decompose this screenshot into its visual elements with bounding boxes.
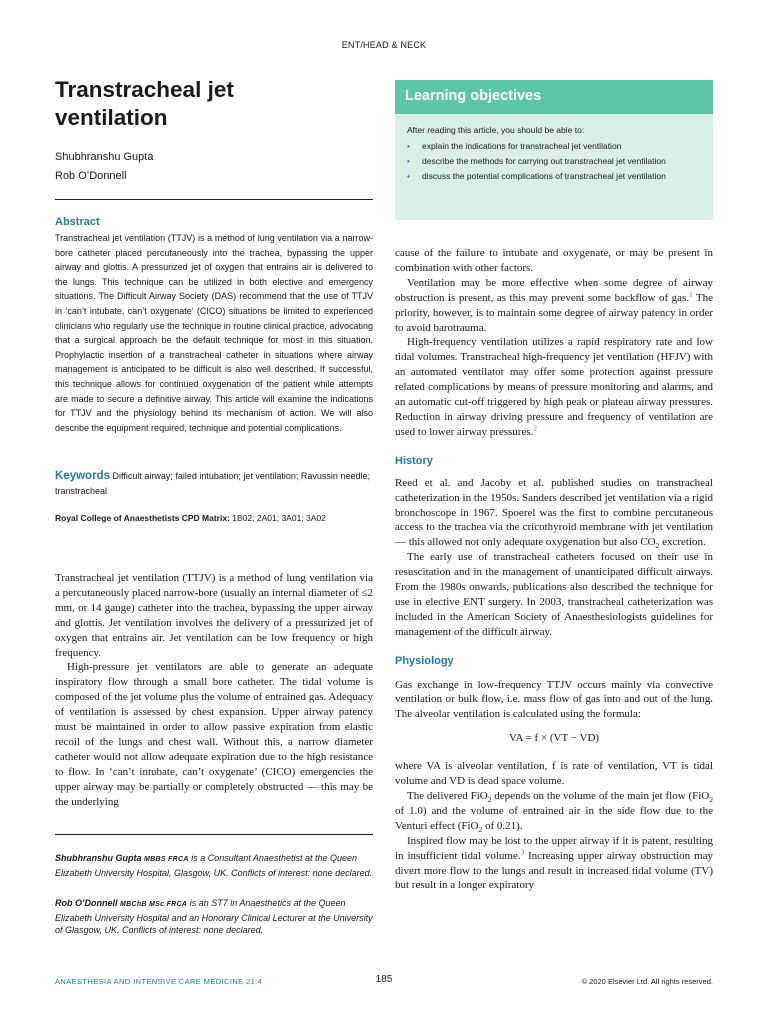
bullet-icon: •: [407, 171, 410, 181]
cpd-label: Royal College of Anaesthetists CPD Matrix:: [55, 513, 230, 523]
text-run: depends on the volume of the main jet flow (FiO: [491, 790, 710, 802]
abstract-heading: Abstract: [55, 216, 100, 228]
reference-link[interactable]: 2: [533, 424, 537, 433]
text-run: Reed et al. and Jacoby et al. published studies on transtracheal catheterization in the 1950s. Sanders described jet ventilation via a rigid bronchoscope in 1967. Spoerel was the first to combine percutaneous access to the trachea via the cricothyroid membrane with jet ventilation — this allowed not only adequate oxygenation but also CO: [395, 476, 713, 549]
body-paragraph: [55, 572, 373, 659]
list-item-text: explain the indications for transtracheal jet ventilation: [422, 141, 622, 151]
reference-link[interactable]: 3: [520, 847, 525, 856]
subscript: 2: [709, 795, 713, 805]
cpd-matrix: [55, 513, 373, 523]
text-run: of 0.21).: [482, 819, 523, 832]
body-paragraph: [395, 834, 713, 894]
cpd-codes: 1B02; 2A01; 3A01; 3A02: [232, 513, 326, 523]
body-paragraph: Gas exchange in low-frequency TTJV occurs mainly via convective ventilation or bulk flow, i.e. mass flow of gas into and out of the lung. The alveolar ventilation is calculated using the formula:: [395, 678, 713, 721]
abstract-text: Transtracheal jet ventilation (TTJV) is a method of lung ventilation via a narrow-bore catheter placed percutaneously into the trachea, bypassing the upper airway and glottis. A pressurized jet of oxygen that entrains air is delivered to the lungs. This technique can be utilized in both elective and emergency situations. The Difficult Airway Society (DAS) recommend that the use of TTJV in ‘can’t intubate, can’t oxygenate’ (CICO) situations be limited to experienced clinicians who regularly use the technique in routine clinical practice, advocating that a surgical approach be the default technique for most in this situation. Prophylactic insertion of a transtracheal catheter in situations where airway management is anticipated to be difficult is also well described. If successful, this technique allows for continued oxygenation of the patient while attempts are made to secure a definitive airway. This article will examine the indications for TTJV and the physiology behind its mechanism of action. We will also describe the equipment required, technique and potential complications.: [55, 233, 373, 433]
footer-copyright: © 2020 Elsevier Ltd. All rights reserved.: [581, 977, 713, 986]
bullet-icon: •: [407, 156, 410, 166]
formula: VA = f × (VT − VD): [508, 732, 600, 745]
text-run: excretion.: [659, 536, 706, 549]
body-paragraph: The early use of transtracheal catheters focused on their use in resuscitation and in the management of unanticipated difficult airways. From the 1980s onwards, publications also described the technique for use in elective ENT surgery. In 2003, transtracheal catheterization was included in the American Society of Anaesthesiologists guidelines for management of the difficult airway.: [395, 551, 713, 638]
reference-link[interactable]: 1: [689, 290, 693, 299]
text-run: of 1.0) and the volume of entrained air in the side flow due to the Venturi effect (FiO: [395, 804, 713, 832]
learning-objectives-intro: After reading this article, you should be able to:: [407, 125, 585, 135]
body-left: [55, 571, 373, 810]
list-item-text: discuss the potential complications of transtracheal jet ventilation: [422, 171, 666, 181]
text-run: Inspired flow may be lost to the upper airway if it is patent, resulting in insufficient tidal volume.: [395, 834, 713, 862]
list-item: [407, 169, 703, 184]
text-run: Increasing upper airway obstruction may divert more flow to the lungs and result in increased tidal volume (TV) but result in a longer expiratory: [395, 849, 714, 892]
subscript: 2: [478, 825, 483, 834]
body-paragraph: [395, 335, 713, 439]
subscript: 2: [487, 795, 492, 805]
bullet-icon: •: [407, 141, 410, 151]
bio-text: is an ST7 in Anaesthetics at the Queen Elizabeth University Hospital and an Honorary Clinical Lecturer at the University of Glasgow, UK. Conflicts of interest: none declared.: [55, 898, 373, 936]
divider: [55, 199, 373, 200]
text-run: 2 mm, or 14 gauge) catheter into the trachea, bypassing the upper airway and glottis. Jet ventilation involves the delivery of a pressurized jet of oxygen that entrains air. Jet ventilation can be low frequency or high frequency.: [55, 586, 373, 659]
author-bio: [55, 852, 373, 879]
divider: [55, 834, 373, 835]
keywords: [55, 469, 373, 499]
body-paragraph: [395, 276, 713, 336]
text-run: ≤: [361, 586, 368, 599]
title-line-1: Transtracheal jet: [55, 77, 234, 102]
learning-objectives-title: Learning objectives: [405, 88, 542, 104]
bio-name: Shubhranshu Gupta: [55, 853, 142, 863]
text-run: The delivered FiO: [407, 790, 488, 802]
body-paragraph: [395, 477, 713, 549]
section-heading-history: History: [395, 454, 433, 467]
footer-journal: ANAESTHESIA AND INTENSIVE CARE MEDICINE 21:4: [55, 977, 263, 986]
section-label: ENT/HEAD & NECK: [341, 40, 427, 50]
learning-objectives-list: [407, 139, 703, 184]
bio-name: Rob O’Donnell: [55, 898, 118, 908]
text-run: Ventilation may be more effective when some degree of airway obstruction is present, as this may prevent some backflow of gas.: [395, 276, 713, 304]
list-item-text: describe the methods for carrying out transtracheal jet ventilation: [422, 156, 666, 166]
keywords-label: Keywords: [55, 470, 110, 482]
body-paragraph: cause of the failure to intubate and oxygenate, or may be present in combination with other factors.: [395, 247, 713, 274]
page-number: 185: [375, 974, 393, 985]
author-name: Shubhranshu Gupta: [55, 151, 154, 163]
body-paragraph: where VA is alveolar ventilation, f is rate of ventilation, VT is tidal volume and VD is dead space volume.: [395, 760, 713, 788]
learning-objectives-header: [395, 80, 713, 114]
section-heading-physiology: Physiology: [395, 654, 454, 667]
body-right: [395, 246, 713, 893]
bio-degrees: MBChB MSc FRCA: [120, 901, 188, 908]
keywords-text: Difficult airway; failed intubation; jet ventilation; Ravussin needle; transtracheal: [55, 471, 370, 496]
body-paragraph: High-pressure jet ventilators are able to generate an adequate inspiratory flow through a small bore catheter. The tidal volume is composed of the jet volume plus the volume of entrained gas. Adequacy of ventilation is assessed by chest expansion. Upper airway patency must be maintained in order to allow passive expiration from elastic recoil of the lungs and chest wall. Without this, a narrow diameter catheter would not allow adequate expiration due to the high resistance to flow. In ‘can’t intubate, can’t oxygenate’ (CICO) emergencies the upper airway may be partially or completely obstructed — this may be the underlying: [55, 661, 373, 808]
text-run: Transtracheal jet ventilation (TTJV) is a method of lung ventilation via a percutaneously placed narrow-bore (usually an internal diameter of: [55, 572, 373, 599]
title-line-2: ventilation: [55, 105, 168, 130]
subscript: 2: [655, 541, 660, 551]
list-item: [407, 139, 703, 154]
text-run: High-frequency ventilation utilizes a rapid respiratory rate and low tidal volumes. Transtracheal high-frequency jet ventilation (HFJV) with an automated ventilator may offer some protection against pressure related complications by means of pressure monitoring and alarms, and an automatic cut-off triggered by high peak or plateau airway pressures. Reduction in airway driving pressure and frequency of ventilation are used to lower airway pressures.: [395, 336, 713, 438]
text-run: The priority, however, is to maintain some degree of airway patency in order to avoid barotrauma.: [395, 291, 713, 334]
learning-objectives-box: [395, 80, 713, 220]
list-item: [407, 154, 703, 169]
bio-degrees: MBBS FRCA: [144, 856, 189, 863]
bio-text: is a Consultant Anaesthetist at the Queen Elizabeth University Hospital, Glasgow, UK. Conflicts of interest: none declared.: [55, 853, 373, 878]
article-title: [55, 76, 375, 132]
body-paragraph: [395, 789, 713, 834]
author-name: Rob O’Donnell: [55, 170, 127, 182]
author-bio: [55, 897, 373, 937]
